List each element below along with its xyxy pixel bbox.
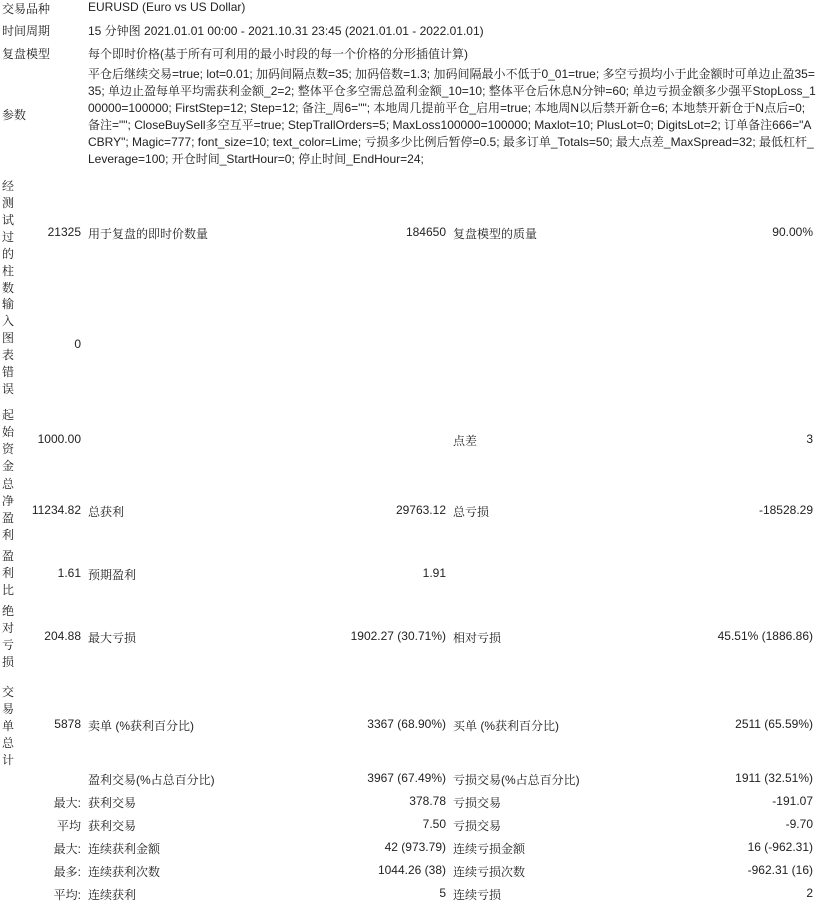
rel-dd-value: 45.51% (1886.86)	[717, 629, 813, 643]
detail-value-1: 1044.26 (38)	[377, 863, 446, 877]
detail-value-1: 378.78	[409, 794, 446, 808]
detail-value-1: 5	[439, 886, 446, 900]
model-label: 复盘模型	[2, 47, 51, 61]
detail-label-2: 亏损交易	[453, 819, 502, 833]
bars-value: 21325	[47, 225, 81, 239]
max-dd-value: 1902.27 (30.71%)	[350, 629, 446, 643]
detail-label-2: 亏损交易	[453, 796, 502, 810]
abs-dd-label: 绝对亏损	[2, 604, 15, 669]
detail-label-1: 连续获利次数	[88, 865, 161, 879]
spread-label: 点差	[453, 434, 478, 448]
period-label: 时间周期	[2, 24, 51, 38]
trades-label: 交易单总计	[2, 685, 15, 767]
bars-label: 经测试过的柱数	[2, 179, 15, 295]
expected-value: 1.91	[422, 566, 446, 580]
abs-dd-value: 204.88	[44, 629, 81, 643]
params-label: 参数	[2, 108, 27, 122]
errors-label: 输入图表错误	[2, 297, 15, 396]
long-value: 2511 (65.59%)	[735, 717, 813, 731]
detail-prefix: 最大:	[53, 796, 81, 810]
model-value: 每个即时价格(基于所有可利用的最小时段的每一个价格的分形插值计算)	[88, 47, 468, 61]
spread-value: 3	[806, 432, 813, 446]
symbol-value: EURUSD (Euro vs US Dollar)	[88, 0, 246, 14]
params-value: 平仓后继续交易=true; lot=0.01; 加码间隔点数=35; 加码倍数=1.3; 加码间隔最小不低于0_01=true; 多空亏损均小于此金额时可单边止盈35=35; 单边止盈每单平均需获利金额_2=2; 整体平仓多空需总盈利金额_10=10; 整体平仓后休息N分钟=60; 单边亏损金额多少强平StopLoss_100000=100000; FirstStep=12; Step=12; 备注_周6=""; 本地周几提前平仓_启用=true; 本地周N以后禁开新仓=6; 本地禁开新仓于N点后=0; 备注=""; CloseBuySell多空互平=true; StepTrallOrders=5; MaxLoss100000=100000; Maxlot=10; PlusLot=0; DigitsLot=2; 订单备注666="ACBRY"; Magic=777; font_size=10; text_color=Lime; 亏损多少比例后暂停=0.5; 最多订单_Totals=50; 最大点差_MaxSpread=32; 最低杠杆_Leverage=100; 开仓时间_StartHour=0; 停止时间_EndHour=24;	[88, 67, 816, 166]
rel-dd-label: 相对亏损	[453, 631, 502, 645]
errors-value: 0	[74, 337, 81, 351]
short-label: 卖单 (%获利百分比)	[88, 719, 194, 733]
deposit-label: 起始资金	[2, 408, 15, 473]
detail-label-1: 连续获利	[88, 888, 137, 902]
max-dd-label: 最大亏损	[88, 631, 137, 645]
period-value: 15 分钟图 2021.01.01 00:00 - 2021.10.31 23:45 (2021.01.01 - 2022.01.01)	[88, 24, 484, 38]
detail-value-2: -962.31 (16)	[747, 863, 813, 877]
long-label: 买单 (%获利百分比)	[453, 719, 559, 733]
profit-trades-label: 盈利交易(%占总百分比)	[88, 773, 215, 787]
detail-value-1: 42 (973.79)	[384, 840, 446, 854]
gross-profit-label: 总获利	[88, 505, 125, 519]
detail-value-2: 16 (-962.31)	[747, 840, 813, 854]
detail-value-2: -9.70	[785, 817, 813, 831]
loss-trades-value: 1911 (32.51%)	[735, 771, 813, 785]
detail-label-1: 连续获利金额	[88, 842, 161, 856]
detail-value-2: -191.07	[772, 794, 813, 808]
detail-value-1: 7.50	[422, 817, 446, 831]
profit-trades-value: 3967 (67.49%)	[367, 771, 446, 785]
expected-label: 预期盈利	[88, 568, 137, 582]
pf-label: 盈利比	[2, 549, 15, 597]
gross-profit-value: 29763.12	[395, 503, 446, 517]
detail-prefix: 最大:	[53, 842, 81, 856]
deposit-value: 1000.00	[37, 432, 81, 446]
gross-loss-value: -18528.29	[758, 503, 813, 517]
detail-label-2: 连续亏损金额	[453, 842, 526, 856]
ticks-label: 用于复盘的即时价数量	[88, 227, 209, 241]
detail-label-2: 连续亏损次数	[453, 865, 526, 879]
detail-value-2: 2	[806, 886, 813, 900]
trades-value: 5878	[54, 717, 81, 731]
detail-label-1: 获利交易	[88, 796, 137, 810]
gross-loss-label: 总亏损	[453, 505, 490, 519]
net-value: 11234.82	[31, 503, 81, 517]
loss-trades-label: 亏损交易(%占总百分比)	[453, 773, 580, 787]
detail-prefix: 平均:	[53, 888, 81, 902]
quality-label: 复盘模型的质量	[453, 227, 538, 241]
detail-label-1: 获利交易	[88, 819, 137, 833]
ticks-value: 184650	[405, 225, 446, 239]
pf-value: 1.61	[57, 566, 81, 580]
detail-prefix: 最多:	[53, 865, 81, 879]
symbol-label: 交易品种	[2, 2, 51, 16]
quality-value: 90.00%	[772, 225, 813, 239]
detail-prefix: 平均	[56, 819, 81, 833]
net-label: 总净盈利	[2, 477, 15, 542]
short-value: 3367 (68.90%)	[367, 717, 446, 731]
detail-label-2: 连续亏损	[453, 888, 502, 902]
